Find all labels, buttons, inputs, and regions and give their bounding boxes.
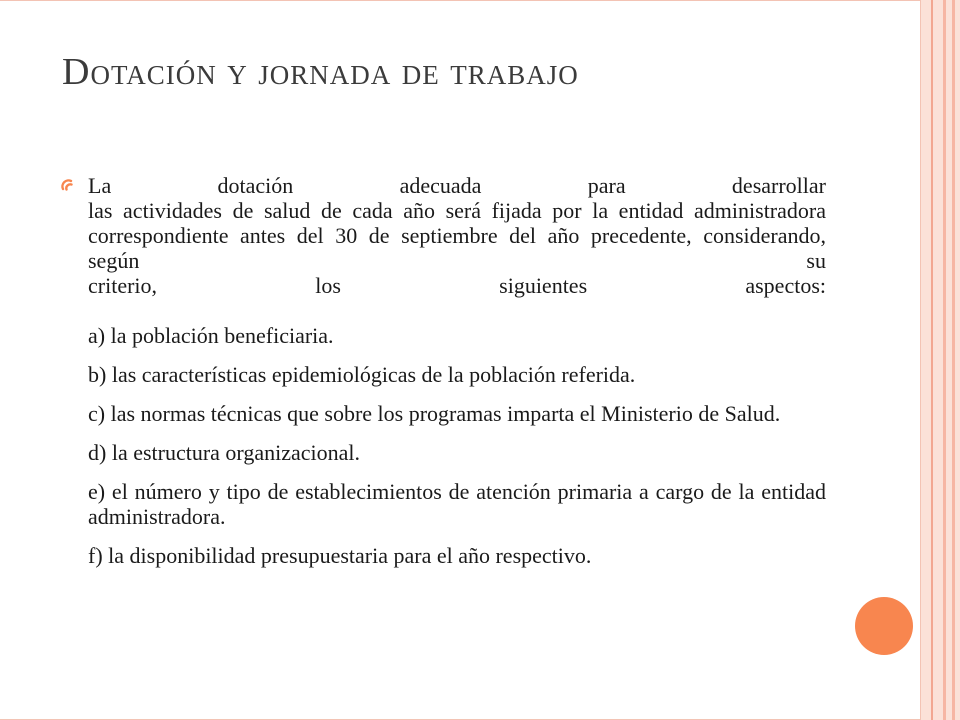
orange-circle	[855, 597, 913, 655]
list-item-e: e) el número y tipo de establecimientos de atención primaria a cargo de la entidad administradora.	[88, 479, 826, 529]
list-item-a: a) la población beneficiaria.	[88, 323, 334, 348]
decorative-side-bands	[921, 0, 960, 720]
intro-line-middle: las actividades de salud de cada año será fijada por la entidad administradora correspondiente antes del 30 de septiembre del año precedente, considerando, según su	[88, 198, 826, 273]
slide-body	[88, 173, 826, 582]
list-item-f: f) la disponibilidad presupuestaria para el año respectivo.	[88, 543, 592, 568]
list-item-b: b) las características epidemiológicas de la población referida.	[88, 362, 636, 387]
intro-paragraph	[88, 173, 826, 298]
slide-title: Dotación y jornada de trabajo	[62, 51, 579, 93]
list-item-c: c) las normas técnicas que sobre los programas imparta el Ministerio de Salud.	[88, 401, 781, 426]
intro-line-last: criterio, los siguientes aspectos:	[88, 273, 826, 298]
intro-line-first: La dotación adecuada para desarrollar	[88, 173, 826, 198]
curved-bullet-icon	[60, 178, 74, 192]
list-item-d: d) la estructura organizacional.	[88, 440, 361, 465]
